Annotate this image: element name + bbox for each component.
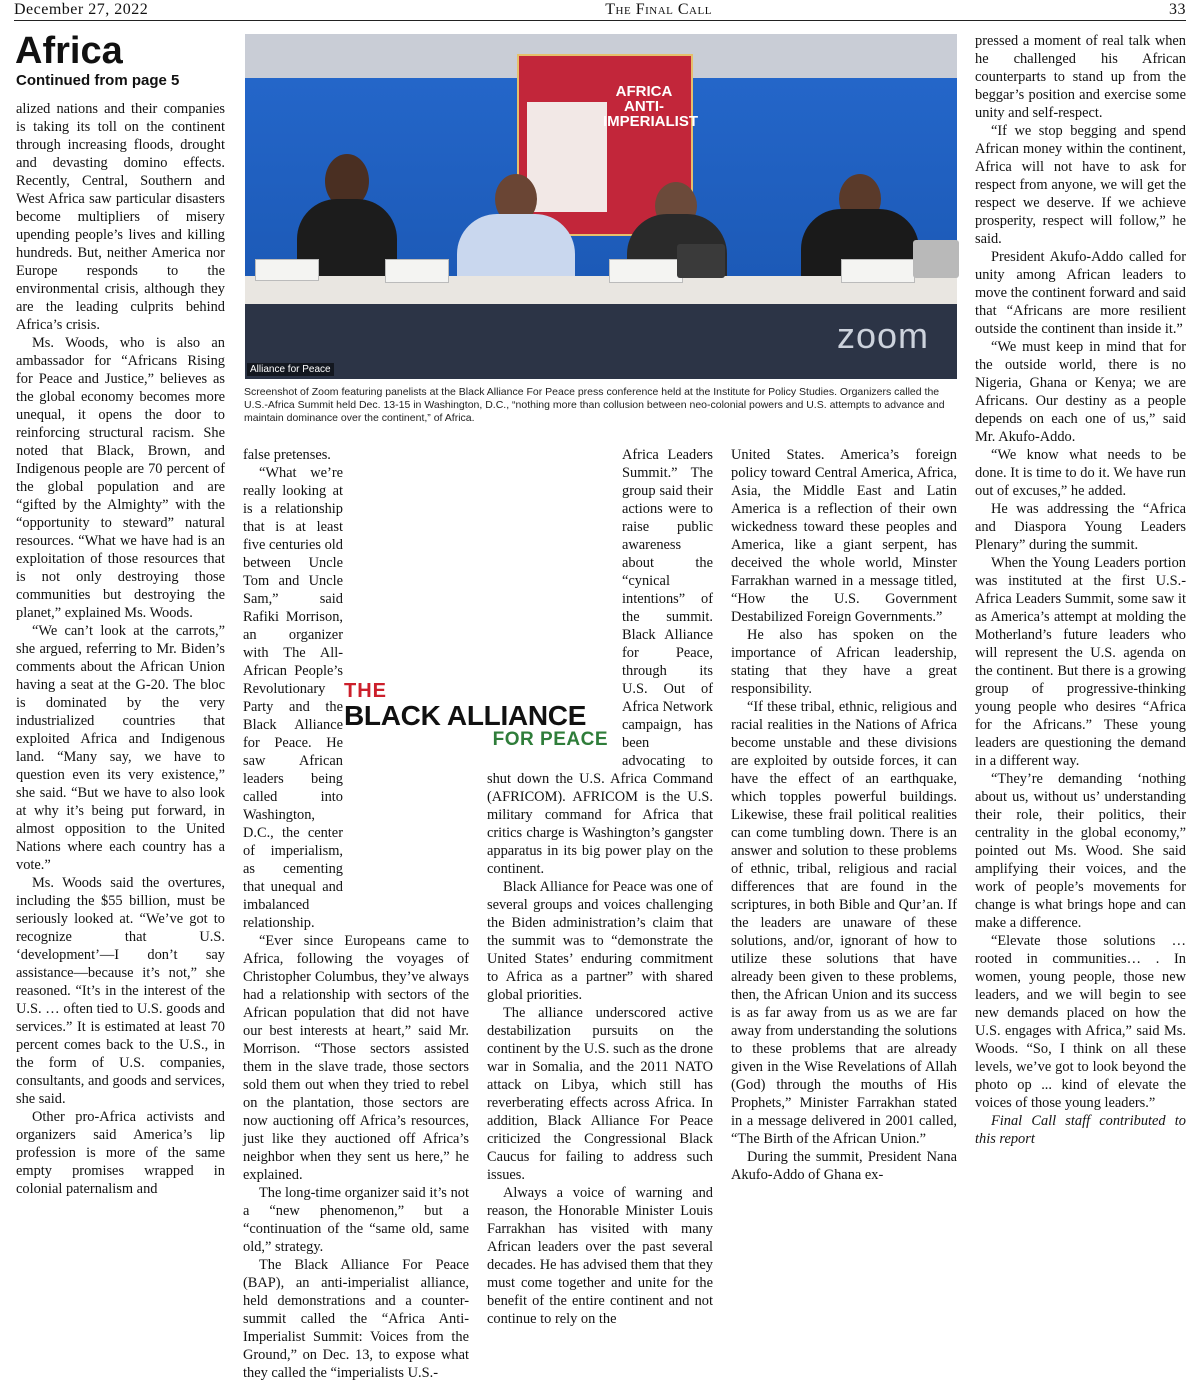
column-3: [487, 446, 713, 1327]
photo-credit: Alliance for Peace: [247, 363, 334, 376]
column-4: [731, 446, 957, 1296]
paragraph: Always a voice of warning and reason, the Honorable Minister Louis Farrakhan has visited with many African leaders over the past several decades. He has advised them that they must come together and unite for the benefit of the entire continent and not continue to rely on the: [487, 1185, 713, 1327]
publication-name: The Final Call: [605, 1, 712, 18]
paragraph: Other pro-Africa activists and organizers said America’s lip profession is more of the same empty promises wrapped in colonial paternalism and: [16, 1109, 225, 1197]
banner-title: AFRICA ANTI- IMPERIALIST: [603, 83, 699, 130]
masthead: [14, 0, 1186, 21]
paragraph: United States. America’s foreign policy toward Central America, Africa, Asia, the Middle East and Latin America is a reflection of their own wickedness toward these peoples and America, like a giant serpent, has deceived the whole world, Minster Farrakhan warned in a message titled, “How the U.S. Government Destabilized Foreign Governments.”: [731, 447, 957, 625]
paragraph: “If these tribal, ethnic, religious and racial realities in the Nations of Africa become unstable and these divisions are exploited by outside forces, it can have the effect of an earthquake, which topples powerful buildings. Likewise, these frail political realities can come tumbling down. There is an answer and solution to these problems of ethnic, tribal, religious and racial differences that are found in the scriptures, in both Bible and Qur’an. If the leaders are unaware of these solutions, and/or, ignorant of how to utilize these solutions that have already been given to these problems, then, the African Union and its success is as far away from us as we are far away from understanding the solutions to these problems that are already given in the Wise Revelations of Allah (God) through the mouths of His Prophets,” Minister Farrakhan stated in a message delivered in 2001 called, “The Birth of the African Union.”: [731, 699, 957, 1147]
logo-line-for-peace: FOR PEACE: [492, 729, 608, 750]
column-5: [975, 32, 1186, 1296]
zoom-logo: zoom: [836, 315, 929, 356]
nameplate-4: [841, 259, 915, 283]
paragraph: Ms. Woods, who is also an ambassador for “Africans Rising for Peace and Justice,” believes as the global economy becomes more unequal, it opens the door to reinforcing structural racism. She noted that Black, Brown, and Indigenous people are 70 percent of the global population and are “gifted by the Almighty” with the “opportunity to steward” natural resources. “What we have had is an exploitation of those resources that is not only destroying those communities but destroying the planet,” explained Ms. Woods.: [16, 335, 225, 621]
page-number: 33: [1169, 1, 1186, 18]
paragraph: The Black Alliance For Peace (BAP), an anti-imperialist alliance, held demonstrations and a counter-summit called the “Africa Anti-Imperialist Summit: Voices from the Ground,” on Dec. 13, to expose what they called the “imperialists U.S.-: [243, 1257, 469, 1381]
paragraph: “We must keep in mind that for the outside world, there is no Nigeria, Ghana or Kenya; we are Africans. Our destiny as a people depends on each one of us,” said Mr. Akufo-Addo.: [975, 339, 1186, 445]
paragraph: Ms. Woods said the overtures, including the $55 billion, must be seriously looked at. “We’ve got to recognize that U.S. ‘development’—I don’t say assistance—because it’s not,” she reasoned. “It’s in the interest of the U.S. … often tied to U.S. goods and services.” It is estimated at least 70 percent comes back to the U.S., in the form of U.S. companies, consultants, and goods and services, she said.: [16, 875, 225, 1107]
article-headline: Africa: [15, 30, 123, 72]
logo-line-black-alliance: BLACK ALLIANCE: [344, 700, 587, 731]
paragraph: false pretenses.: [243, 447, 331, 463]
paragraph: “If we stop begging and spend African money within the continent, Africa will not have to ask for respect from anyone, we will get the respect we deserve. If we achieve prosperity, respect will follow,” he said.: [975, 123, 1186, 247]
paragraph: When the Young Leaders portion was instituted at the first U.S.-Africa Leaders Summit, some saw it as America’s attempt at molding the Motherland’s future leaders who will represent the U.S. agenda on the continent. But there is a growing group of progressive-thinking young people who desires “Africa for the Africans.” These young leaders are questioning the demand in a different way.: [975, 555, 1186, 769]
paragraph: The alliance underscored active destabilization pursuits on the continent by the U.S. such as the drone war in Somalia, and the 2011 NATO attack on Libya, which still has reverberating effects across Africa. In addition, Black Alliance For Peace criticized the Congressional Black Caucus for failing to address such issues.: [487, 1005, 713, 1183]
paragraph: “They’re demanding ‘nothing about us, without us’ understanding their role, their politics, their centrality in the global economy,” pointed out Ms. Wood. She said amplifying their voices, and the work of people’s movements for change is what brings hope and can make a difference.: [975, 771, 1186, 931]
column-1: [16, 100, 225, 1296]
nameplate-2: [385, 259, 449, 283]
laptop: [677, 244, 725, 278]
paragraph: During the summit, President Nana Akufo-Addo of Ghana ex-: [731, 1149, 957, 1183]
staff-credit: Final Call staff contributed to this report: [975, 1113, 1186, 1147]
column-2: [243, 446, 469, 1381]
nameplate-3: [609, 259, 683, 283]
issue-date: December 27, 2022: [14, 1, 149, 18]
black-alliance-logo: [344, 680, 616, 750]
paragraph: “Ever since Europeans came to Africa, following the voyages of Christopher Columbus, they’ve always had a relationship with sectors of the African population that did not have our best interests at heart,” said Mr. Morrison. “Those sectors assisted them in the slave trade, those sectors sold them out when they tried to rebel on the plantation, those sectors are now auctioning off Africa’s resources, just like they auctioned off Africa’s neighbor when they sent us here,” he explained.: [243, 933, 469, 1183]
nameplate-1: [255, 259, 319, 281]
paragraph: alized nations and their companies is taking its toll on the continent through increasing floods, drought and devasting domino effects. Recently, Central, Southern and West Africa saw particular disasters become multipliers of misery upending people’s lives and killing hundreds. But, neither America nor Europe responds to the environmental crisis, although they are the leading culprits behind Africa’s crisis.: [16, 101, 225, 333]
continued-from: Continued from page 5: [16, 72, 180, 89]
paragraph: The long-time organizer said it’s not a “new phenomenon,” but a “continuation of the “same old, same old,” strategy.: [243, 1185, 469, 1255]
paragraph: President Akufo-Addo called for unity among African leaders to move the continent forward and said that “Africans are more resilient outside the continent than inside it.”: [975, 249, 1186, 337]
paragraph: “Elevate those solutions … rooted in communities… . In women, young people, those new leaders, and we will begin to see new demands placed on how the U.S. engages with Africa,” said Ms. Woods. “So, I think on all these levels, we’ve got to look beyond the photo op ... kind of elevate the voices of those young leaders.”: [975, 933, 1186, 1111]
banner-flyer: [527, 102, 607, 212]
photo-caption: Screenshot of Zoom featuring panelists at the Black Alliance For Peace press conference held at the Institute for Policy Studies. Organizers called the U.S.-Africa Summit held Dec. 13-15 in Washington, D.C., “nothing more than collusion between neo-colonial powers and U.S. attempts to advance and maintain dominance over the continent,” of Africa.: [244, 386, 945, 424]
paragraph: He also has spoken on the importance of African leadership, stating that they have a great responsibility.: [731, 627, 957, 697]
paragraph: “What we’re really looking at is a relationship that is at least five centuries old between Uncle Tom and Uncle Sam,” said Rafiki Morrison, an organizer with The All-African People’s Revolutionary Party and the Black Alliance for Peace. He saw African leaders being called into Washington, D.C., the center of imperialism, as cementing that unequal and imbalanced relationship.: [243, 465, 343, 931]
paragraph: “We can’t look at the carrots,” she argued, referring to Mr. Biden’s comments about the African Union having a seat at the G-20. The bloc is dominated by the very industrialized countries that exploited Africa and Indigenous land. “Many say, we have to question even its very existence,” she said. “But we have to also look at why it’s being put forward, in almost opposition to the United Nations where each country has a vote.”: [16, 623, 225, 873]
logo-line-the: THE: [344, 680, 387, 702]
paragraph: “We know what needs to be done. It is time to do it. We have run out of excuses,” he added.: [975, 447, 1186, 499]
press-conference-photo: [245, 34, 957, 379]
paragraph: Africa Leaders Summit.” The group said their actions were to raise public awareness about the “cynical intentions” of the summit. Black Alliance for Peace, through its U.S. Out of Africa Network campaign, has been advocating to shut down the U.S. Africa Command (AFRICOM). AFRICOM is the U.S. military command for Africa that critics charge is Washington’s gangster apparatus in its big power play on the continent.: [487, 447, 713, 877]
paragraph: He was addressing the “Africa and Diaspora Young Leaders Plenary” during the summit.: [975, 501, 1186, 553]
paragraph: pressed a moment of real talk when he challenged his African counterparts to stand up from the beggar’s position and exercise some unity and self-respect.: [975, 33, 1186, 121]
laptop-right: [913, 240, 959, 278]
paragraph: Black Alliance for Peace was one of several groups and voices challenging the Biden administration’s claim that the summit was to “demonstrate the United States’ enduring commitment to Africa as a partner” with shared global priorities.: [487, 879, 713, 1003]
